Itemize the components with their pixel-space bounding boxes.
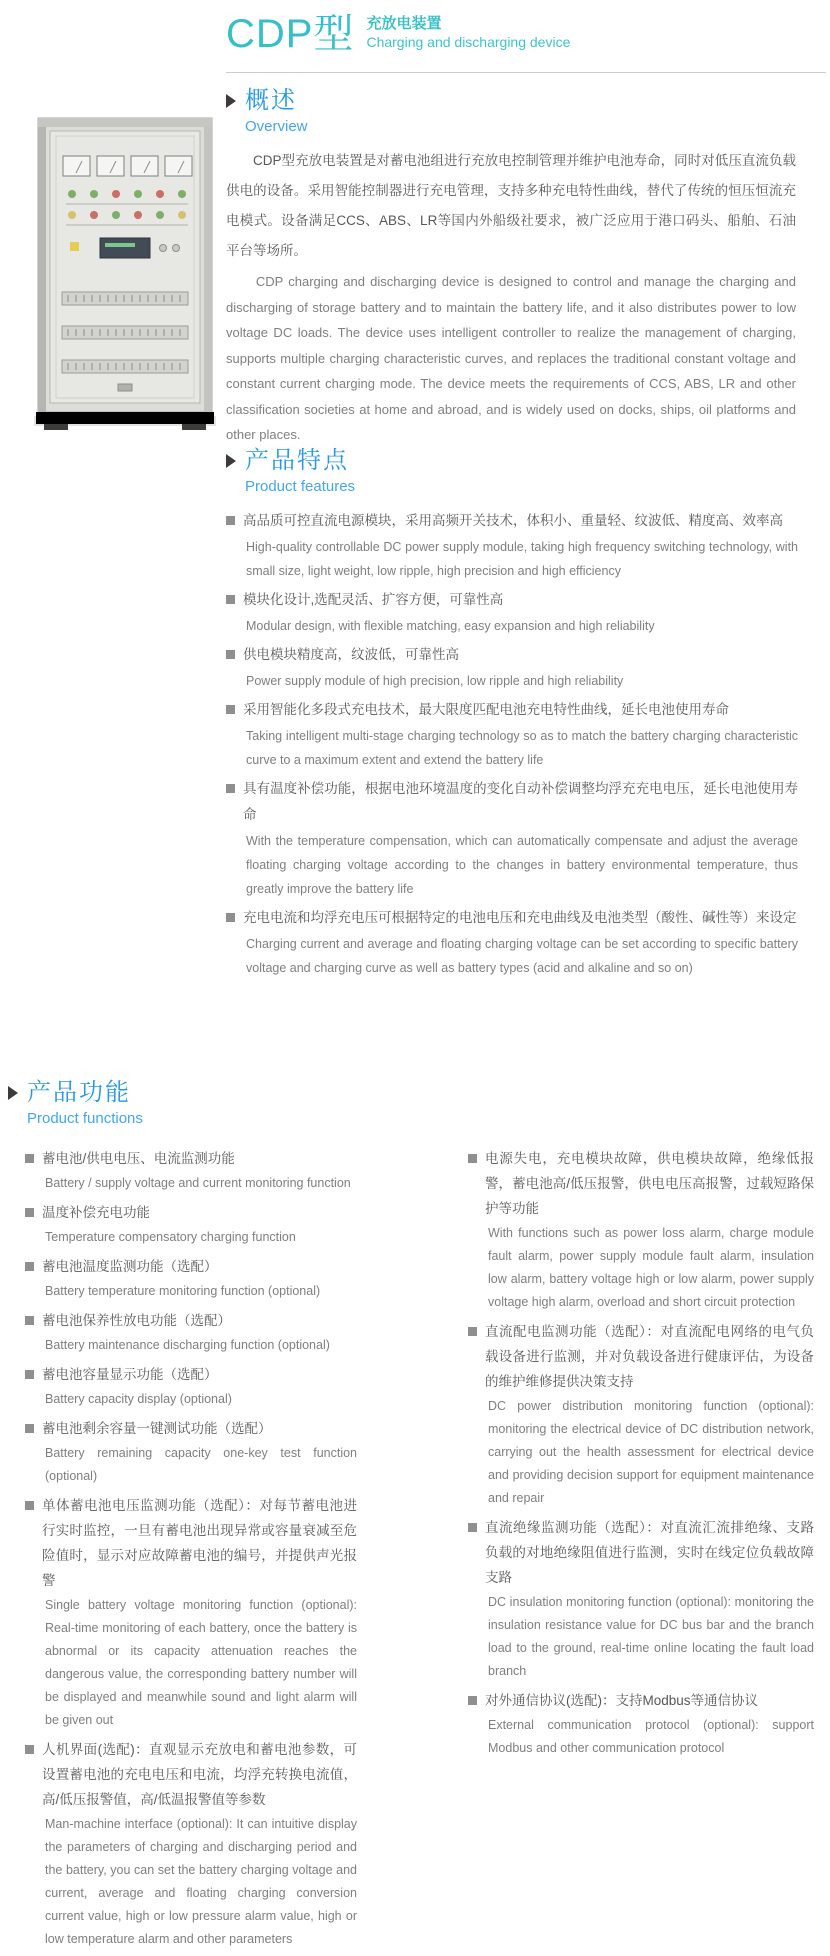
function-item-en: With functions such as power loss alarm, charge module fault alarm, power supply module fault alarm, insulation low alarm, battery voltage high or low alarm, power supply voltage high alarm, overload and short circuit protection (488, 1226, 814, 1309)
feature-item-zh: 采用智能化多段式充电技术，最大限度匹配电池充电特性曲线，延长电池使用寿命 (226, 697, 798, 723)
function-item-zh: 蓄电池保养性放电功能（选配） (25, 1308, 357, 1333)
feature-item-zh: 充电电流和均浮充电压可根据特定的电池电压和充电曲线及电池类型（酸性、碱性等）来设定 (226, 905, 798, 931)
feature-item (226, 776, 798, 901)
function-item-zh: 蓄电池温度监测功能（选配） (25, 1254, 357, 1279)
function-item (25, 1200, 357, 1249)
feature-item-zh: 高品质可控直流电源模块，采用高频开关技术，体积小、重量轻、纹波低、精度高、效率高 (226, 508, 798, 534)
feature-item-zh: 供电模块精度高，纹波低，可靠性高 (226, 642, 798, 668)
function-item (468, 1146, 814, 1314)
functions-title-zh: 产品功能 (27, 1079, 131, 1106)
overview-title-en: Overview (245, 118, 308, 135)
function-item-zh: 蓄电池/供电电压、电流监测功能 (25, 1146, 357, 1171)
feature-item-en: With the temperature compensation, which can automatically compensate and adjust the average floating charging voltage according to the changes in battery environmental temperature, thus greatly improve the battery life (246, 834, 798, 896)
overview-title-zh: 概述 (245, 87, 297, 114)
function-item-en: Battery remaining capacity one-key test function (optional) (45, 1446, 357, 1483)
function-item-zh: 直流配电监测功能（选配）：对直流配电网络的电气负载设备进行监测，并对负载设备进行健康评估，为设备的维护维修提供决策支持 (468, 1319, 814, 1394)
function-item-en: Man-machine interface (optional): It can intuitive display the parameters of charging and discharging period and the battery, you can set the battery charging voltage and current, average and floating charging conversion current value, high or low pressure alarm value, high or low temperature alarm and other parameters (45, 1817, 357, 1946)
features-title-en: Product features (245, 478, 356, 495)
model-title: CDP型 (226, 12, 355, 56)
feature-item (226, 905, 798, 980)
feature-item-en: Modular design, with flexible matching, easy expansion and high reliability (246, 619, 655, 633)
section-marker-icon (226, 94, 236, 108)
section-product-features (226, 446, 798, 984)
function-item (25, 1254, 357, 1303)
functions-left-column (25, 1146, 357, 1956)
function-item-zh: 温度补偿充电功能 (25, 1200, 357, 1225)
function-item-en: Battery / supply voltage and current monitoring function (45, 1176, 351, 1190)
function-item (468, 1319, 814, 1510)
model-subtitle (366, 8, 570, 52)
feature-item (226, 508, 798, 583)
function-item (25, 1416, 357, 1488)
feature-item (226, 642, 798, 693)
features-title-zh: 产品特点 (245, 447, 349, 474)
feature-item-en: High-quality controllable DC power supply module, taking high frequency switching technology, with small size, light weight, low ripple, high precision and high efficiency (246, 540, 798, 578)
function-item-zh: 蓄电池剩余容量一键测试功能（选配） (25, 1416, 357, 1441)
feature-item-en: Taking intelligent multi-stage charging technology so as to match the battery charging characteristic curve to a maximum extent and extend the battery life (246, 729, 798, 767)
function-item-zh: 单体蓄电池电压监测功能（选配）：对每节蓄电池进行实时监控，一旦有蓄电池出现异常或容量衰减至危险值时，显示对应故障蓄电池的编号，并提供声光报警 (25, 1493, 357, 1593)
overview-paragraph-en: CDP charging and discharging device is designed to control and manage the charging and discharging of storage battery and to maintain the battery life, and it also distributes power to low voltage DC loads. The device uses intelligent controller to realize the management of charging, supports multiple charging characteristic curves, and replaces the traditional constant voltage and constant current charging mode. The device meets the requirements of CCS, ABS, LR and other classification societies at home and abroad, and is widely used on docks, ships, oil platforms and other places. (226, 274, 796, 442)
function-item-zh: 蓄电池容量显示功能（选配） (25, 1362, 357, 1387)
function-item-en: Battery maintenance discharging function (optional) (45, 1338, 330, 1352)
function-item-en: Temperature compensatory charging function (45, 1230, 296, 1244)
function-item-zh: 人机界面(选配)：直观显示充放电和蓄电池参数，可设置蓄电池的充电电压和电流，均浮充转换电流值，高/低压报警值，高/低温报警值等参数 (25, 1737, 357, 1812)
function-item-en: DC power distribution monitoring function (optional): monitoring the electrical device of DC distribution network, carrying out the health assessment for electrical device and providing decision support for equipment maintenance and repair (488, 1399, 814, 1505)
function-item-zh: 电源失电，充电模块故障，供电模块故障，绝缘低报警，蓄电池高/低压报警，供电电压高报警，过载短路保护等功能 (468, 1146, 814, 1221)
feature-item (226, 587, 798, 638)
section-product-functions-heading (8, 1078, 143, 1128)
function-item (25, 1362, 357, 1411)
feature-item-zh: 模块化设计,选配灵活、扩容方便，可靠性高 (226, 587, 798, 613)
model-subtitle-zh: 充放电装置 (366, 15, 442, 32)
product-photo-cabinet (30, 112, 220, 432)
function-item (25, 1308, 357, 1357)
header-divider (226, 72, 826, 73)
function-item-zh: 直流绝缘监测功能（选配）：对直流汇流排绝缘、支路负载的对地绝缘阻值进行监测，实时在线定位负载故障支路 (468, 1515, 814, 1590)
function-item-en: Battery capacity display (optional) (45, 1392, 232, 1406)
function-item-zh: 对外通信协议(选配)：支持Modbus等通信协议 (468, 1688, 814, 1713)
overview-paragraph-zh: CDP型充放电装置是对蓄电池组进行充放电控制管理并维护电池寿命，同时对低压直流负载供电的设备。采用智能控制器进行充电管理，支持多种充电特性曲线，替代了传统的恒压恒流充电模式。设备满足CCS、ABS、LR等国内外船级社要求，被广泛应用于港口码头、船舶、石油平台等场所。 (226, 153, 796, 258)
function-item (468, 1515, 814, 1683)
feature-item (226, 697, 798, 772)
model-subtitle-en: Charging and discharging device (366, 34, 571, 50)
feature-item-zh: 具有温度补偿功能，根据电池环境温度的变化自动补偿调整均浮充充电电压，延长电池使用寿命 (226, 776, 798, 828)
section-marker-icon (226, 454, 236, 468)
function-item-en: DC insulation monitoring function (optional): monitoring the insulation resistance value for DC bus bar and the branch load to the ground, real-time online locating the fault load branch (488, 1595, 814, 1678)
functions-right-column (468, 1146, 814, 1765)
section-marker-icon (8, 1086, 18, 1100)
function-item-en: Single battery voltage monitoring function (optional): Real-time monitoring of each battery, once the battery is abnormal or its capacity attenuation reaches the dangerous value, the corresponding battery number will be displayed and meanwhile sound and light alarm will be given out (45, 1598, 357, 1727)
function-item-en: External communication protocol (optional): support Modbus and other communication protocol (488, 1718, 814, 1755)
function-item (25, 1493, 357, 1732)
page-header (226, 8, 570, 60)
function-item (25, 1737, 357, 1951)
function-item (25, 1146, 357, 1195)
feature-item-en: Charging current and average and floating charging voltage can be set according to specific battery voltage and charging curve as well as battery types (acid and alkaline and so on) (246, 937, 798, 975)
section-overview (226, 86, 796, 448)
function-item (468, 1688, 814, 1760)
feature-item-en: Power supply module of high precision, low ripple and high reliability (246, 674, 624, 688)
function-item-en: Battery temperature monitoring function (optional) (45, 1284, 321, 1298)
functions-title-en: Product functions (27, 1110, 143, 1127)
